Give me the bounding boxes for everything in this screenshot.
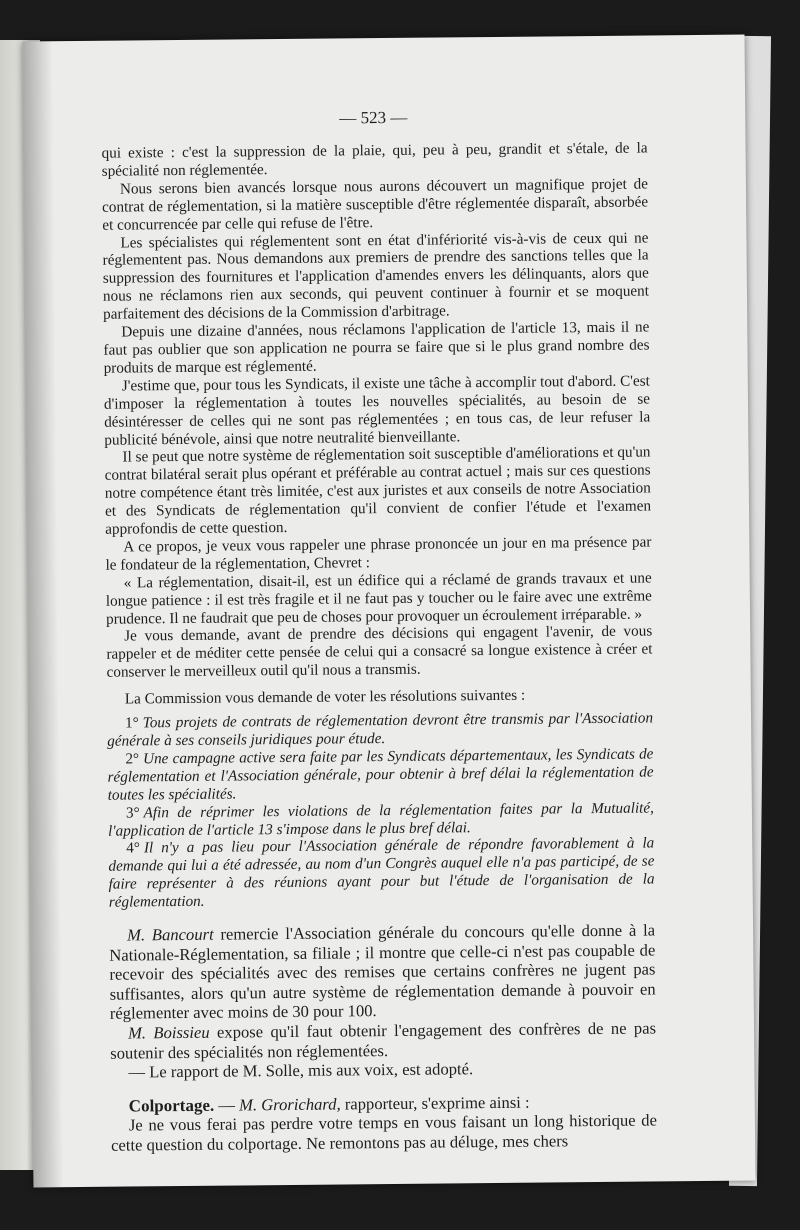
- resolution-text: Afin de réprimer les violations de la réglementation faites par la Mutualité, l'application de l'article 13 s'impose dans le plus bref délai.: [108, 799, 654, 840]
- body-text: [102, 139, 658, 1155]
- speaker-name: M. Boissieu: [127, 1022, 210, 1043]
- paragraph: A ce propos, je veux vous rappeler une phrase prononcée un jour en ma présence par le fondateur de la réglementation, Chevret :: [105, 533, 652, 574]
- resolution-item: [107, 745, 653, 804]
- paragraph: Il se peut que notre système de réglementation soit susceptible d'améliorations et qu'un contrat bilatéral serait plus opérant et préférable au contrat actuel ; mais sur ces questions notre compétence étant très limitée, c'est aux juristes et aux conseils de notre Association et des Syndicats de réglementation qu'il convient de confier l'étude et l'examen approfondis de cette question.: [104, 443, 652, 538]
- resolution-text: Il n'y a pas lieu pour l'Association générale de répondre favorablement à la demande qui lui a été adressée, au nom d'un Congrès auquel elle n'a pas participé, de se faire représenter à des réunions ayant pour but l'étude de l'organisation de la réglementation.: [108, 834, 655, 911]
- resolution-item: [107, 710, 653, 751]
- paragraph: Nous serons bien avancés lorsque nous aurons découvert un magnifique projet de contrat de réglementation, si la matière susceptible d'être réglementée disparaît, absorbée et concurrencée par celle qui refuse de l'être.: [102, 175, 649, 234]
- document-page: [23, 35, 756, 1188]
- paragraph: Je vous demande, avant de prendre des décisions qui engagent l'avenir, de vous rappeler et de méditer cette pensée de celui qui a consacré sa longue existence à créer et conserver le merveilleux outil qu'il nous a transmis.: [106, 622, 653, 681]
- section-dash: —: [214, 1095, 240, 1115]
- resolution-number: 2°: [125, 750, 140, 768]
- speaker-intro: , rapporteur, s'exprime ainsi :: [336, 1092, 530, 1114]
- adoption-note: — Le rapport de M. Solle, mis aux voix, est adopté.: [128, 1059, 474, 1082]
- paragraph: J'estime que, pour tous les Syndicats, il existe une tâche à accomplir tout d'abord. C'est d'imposer la réglementation à toutes les nouvelles spécialités, au besoin de se désintéresser de celles qui ne sont pas réglementées ; en tous cas, de leur refuser la publicité bénévole, ainsi que notre neutralité bienveillante.: [103, 372, 651, 449]
- paragraph: Les spécialistes qui réglementent sont en état d'infériorité vis-à-vis de ceux qui ne réglementent pas. Nous demandons aux premiers de prendre des sanctions telles que la suppression des fournitures et l'application d'amendes envers les délinquants, alors que nous ne réclamons rien aux seconds, qui peuvent continuer à fournir et se moquent parfaitement des décisions de la Commission d'arbitrage.: [102, 229, 650, 323]
- speaker-name: M. Bancourt: [127, 924, 214, 945]
- paragraph: Depuis une dizaine d'années, nous réclamons l'application de l'article 13, mais il ne faut pas oublier que son application ne pourra se faire que si le plus grand nombre des produits de marque est réglementé.: [103, 318, 650, 377]
- speaker-paragraph: [110, 1018, 656, 1062]
- speaker-text: remercie l'Association générale du concours qu'elle donne à la Nationale-Réglementation, sa filiale ; il montre que celle-ci n'est pas coupable de recevoir des spécialités avec des remises que certains confrères ne jugent pas suffisantes, alors qu'un autre système de réglementation demande à pouvoir en réglementer avec moins de 30 pour 100.: [109, 920, 656, 1024]
- resolution-number: 4°: [126, 839, 141, 857]
- speaker-paragraph: [109, 921, 656, 1024]
- speaker-name: M. Grorichard: [239, 1094, 337, 1115]
- section-heading: Colportage.: [128, 1095, 215, 1116]
- paragraph: qui existe : c'est la suppression de la plaie, qui, peu à peu, grandit et s'étale, de la spécialité non réglementée.: [101, 139, 648, 180]
- page-number: — 523 —: [339, 107, 408, 128]
- resolution-item: [108, 835, 655, 912]
- quotation: « La réglementation, disait-il, est un édifice qui a réclamé de grands travaux et une longue patience : il est très fragile et il ne faut pas y toucher ou le faire avec une extrême prudence. Il ne faudrait que peu de choses pour provoquer un écroulement irréparable. »: [105, 569, 652, 628]
- paragraph: La Commission vous demande de voter les résolutions suivantes :: [124, 686, 526, 708]
- speaker-text: expose qu'il faut obtenir l'engagement des confrères de ne pas soutenir des spécialités non réglementées.: [110, 1018, 657, 1063]
- resolution-text: Tous projets de contrats de réglementation devront être transmis par l'Association générale à ses conseils juridiques pour étude.: [107, 709, 654, 750]
- resolution-item: [108, 799, 654, 840]
- resolution-number: 1°: [124, 714, 139, 732]
- resolution-text: Une campagne active sera faite par les Syndicats départementaux, les Syndicats de réglementation et l'Association générale, pour obtenir à bref délai la réglementation de toutes les spécialités.: [107, 745, 654, 804]
- paragraph: Je ne vous ferai pas perdre votre temps en vous faisant un long historique de cette question du colportage. Ne remontons pas au déluge, mes chers: [111, 1110, 657, 1155]
- resolution-number: 3°: [125, 804, 140, 822]
